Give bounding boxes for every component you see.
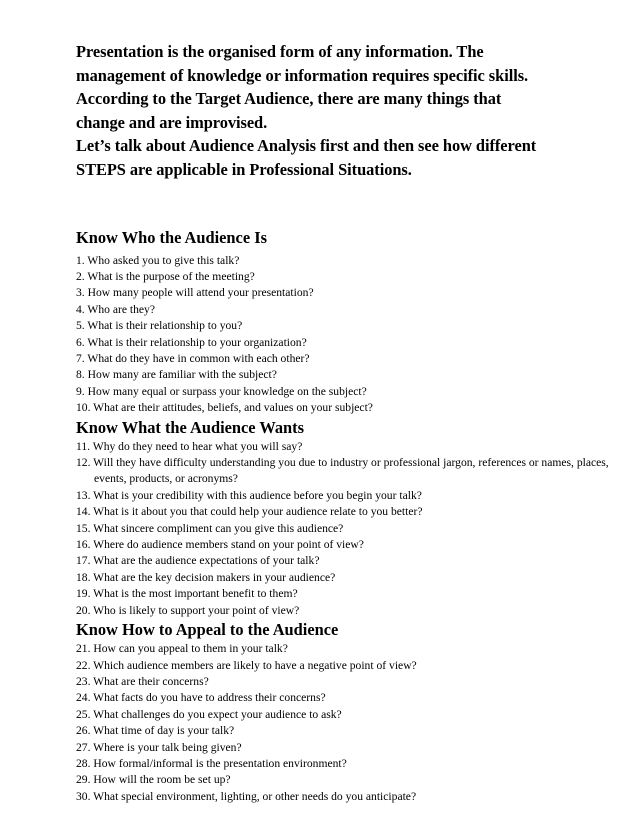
list-item: 26. What time of day is your talk?: [76, 724, 235, 738]
intro-line: STEPS are applicable in Professional Situations.: [76, 159, 412, 179]
intro-line: change and are improvised.: [76, 112, 268, 132]
list-item: 25. What challenges do you expect your audience to ask?: [76, 707, 342, 721]
intro-line: management of knowledge or information requires specific skills.: [76, 65, 529, 85]
list-item: 18. What are the key decision makers in your audience?: [76, 570, 336, 584]
list-item: 16. Where do audience members stand on your point of view?: [76, 538, 364, 552]
list-item: 17. What are the audience expectations of your talk?: [76, 554, 320, 568]
list-item: 20. Who is likely to support your point of view?: [76, 603, 300, 617]
list-item: 10. What are their attitudes, beliefs, and values on your subject?: [76, 401, 373, 415]
list-item: 4. Who are they?: [76, 302, 155, 316]
list-item: 13. What is your credibility with this audience before you begin your talk?: [76, 488, 422, 502]
list-item: 23. What are their concerns?: [76, 674, 209, 688]
list-item: 12. Will they have difficulty understanding you due to industry or professional jargon, references or names, places, events, products, or acronyms?: [76, 456, 609, 486]
list-item: 21. How can you appeal to them in your talk?: [76, 642, 288, 656]
list-item: 8. How many are familiar with the subject?: [76, 368, 277, 382]
section-know-what: [76, 417, 616, 619]
list-item: 22. Which audience members are likely to have a negative point of view?: [76, 658, 417, 672]
section-heading: Know How to Appeal to the Audience: [76, 620, 339, 640]
list-item: 3. How many people will attend your presentation?: [76, 286, 314, 300]
intro-line: According to the Target Audience, there are many things that: [76, 89, 502, 109]
section-know-who: [76, 227, 616, 417]
section-heading: Know What the Audience Wants: [76, 417, 304, 437]
list-item: 6. What is their relationship to your organization?: [76, 335, 307, 349]
list-item: 19. What is the most important benefit to them?: [76, 587, 298, 601]
document-page: [76, 40, 616, 805]
intro-line: Let’s talk about Audience Analysis first and then see how different: [76, 136, 537, 156]
list-item: 7. What do they have in common with each other?: [76, 352, 310, 365]
list-item: 27. Where is your talk being given?: [76, 740, 242, 754]
list-item: 24. What facts do you have to address their concerns?: [76, 691, 326, 705]
list-item: 1. Who asked you to give this talk?: [76, 253, 240, 267]
list-item: 11. Why do they need to hear what you will say?: [76, 439, 303, 453]
list-item: 2. What is the purpose of the meeting?: [76, 269, 255, 283]
list-item: 9. How many equal or surpass your knowledge on the subject?: [76, 384, 367, 398]
list-item: 14. What is it about you that could help your audience relate to you better?: [76, 505, 423, 519]
section-heading: Know Who the Audience Is: [76, 227, 267, 247]
intro-line: Presentation is the organised form of any information. The: [76, 42, 484, 61]
intro-paragraph: [76, 40, 616, 182]
question-list: [76, 253, 616, 417]
list-item: 5. What is their relationship to you?: [76, 319, 243, 333]
question-list: [76, 641, 616, 805]
section-know-how: [76, 619, 616, 805]
list-item: 29. How will the room be set up?: [76, 773, 231, 787]
list-item: 28. How formal/informal is the presentation environment?: [76, 756, 347, 770]
list-item: 15. What sincere compliment can you give this audience?: [76, 521, 344, 535]
question-list: [76, 439, 616, 619]
list-item: 30. What special environment, lighting, or other needs do you anticipate?: [76, 789, 417, 803]
